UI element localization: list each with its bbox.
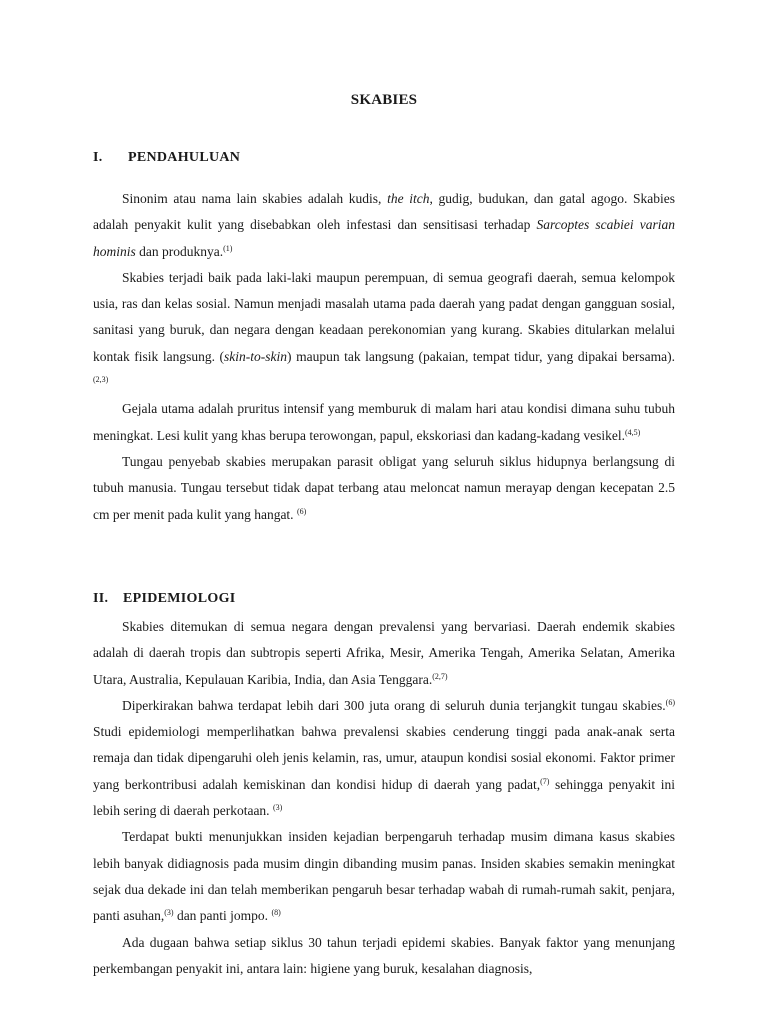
paragraph-text: Tungau penyebab skabies merupakan parasit obligat yang seluruh siklus hidupnya berlangsung di tubuh manusia. Tungau tersebut tidak dapat terbang atau meloncat namun merayap dengan kecepatan 2.5 cm per menit pada kulit yang hangat. [93,453,675,522]
paragraph-text: Ada dugaan bahwa setiap siklus 30 tahun terjadi epidemi skabies. Banyak faktor yang menunjang perkembangan penyakit ini, antara lain: higiene yang buruk, kesalahan diagnosis, [93,934,675,976]
paragraph [93,449,675,528]
citation-ref: (2,7) [432,671,448,681]
paragraph-text: Skabies ditemukan di semua negara dengan prevalensi yang bervariasi. Daerah endemik skabies adalah di daerah tropis dan subtropis seperti Afrika, Mesir, Amerika Tengah, Amerika Selatan, Amerika Utara, Australia, Kepulauan Karibia, India, dan Asia Tenggara. [93,619,675,687]
section-heading-pendahuluan [93,150,240,166]
paragraph-text: dan produknya. [135,243,224,259]
citation-ref: (3) [272,803,283,813]
section-title: EPIDEMIOLOGI [123,591,236,606]
paragraph-text: Skabies terjadi baik pada laki-laki maupun perempuan, di semua geografi daerah, semua kelompok usia, ras dan kelas sosial. Namun menjadi masalah utama pada daerah yang padat dengan gangguan sosial, sanitasi yang buruk, dan negara dengan keadaan perekonomian yang kurang. Skabies ditularkan melalui kontak fisik langsung. ( [93,269,675,364]
paragraph-text: Sinonim atau nama lain skabies adalah kudis, [122,191,388,206]
section-body-epidemiologi [93,614,675,982]
citation-ref: (1) [223,243,233,253]
paragraph-text: dan panti jompo. [173,908,272,924]
citation-ref: (7) [540,776,550,786]
section-number: II. [93,591,109,606]
citation-ref: (6) [665,697,675,707]
italic-term: skin-to-skin [224,348,288,364]
section-body-pendahuluan [93,186,675,528]
paragraph [93,614,675,693]
paragraph [93,824,675,929]
italic-term: the itch [387,191,430,206]
citation-ref: (4,5) [624,427,641,437]
paragraph [93,693,675,824]
paragraph-text: ) maupun tak langsung (pakaian, tempat tidur, yang dipakai bersama). [287,348,675,364]
section-title: PENDAHULUAN [128,150,241,165]
citation-ref: (6) [296,506,307,516]
document-title: SKABIES [350,92,418,108]
paragraph [93,930,675,983]
citation-ref: (8) [271,908,281,918]
paragraph [93,396,675,449]
italic-term: Sarcoptes scabiei varian hominis [93,217,675,259]
paragraph-text: Terdapat bukti menunjukkan insiden kejadian berpengaruh terhadap musim dimana kasus skabies lebih banyak didiagnosis pada musim dingin dibanding musim panas. Insiden skabies semakin meningkat sejak dua dekade ini dan telah memberikan pengaruh besar terhadap wabah di rumah-rumah sakit, penjara, panti asuhan, [93,829,675,924]
paragraph-text: Studi epidemiologi memperlihatkan bahwa prevalensi skabies cenderung tinggi pada anak-anak serta remaja dan tidak dipengaruhi oleh jenis kelamin, ras, umur, ataupun kondisi sosial ekonomi. Faktor primer yang berkontribusi adalah kemiskinan dan kondisi hidup di daerah yang padat, [93,724,675,792]
citation-ref: (2,3) [93,375,109,385]
paragraph-text: , gudig, budukan, dan gatal agogo. Skabies adalah penyakit kulit yang disebabkan oleh infestasi dan sensitisasi terhadap [93,191,675,233]
paragraph-text: Diperkirakan bahwa terdapat lebih dari 300 juta orang di seluruh dunia terjangkit tungau skabies. [122,697,666,713]
section-heading-epidemiologi [93,591,236,607]
paragraph-text: Gejala utama adalah pruritus intensif yang memburuk di malam hari atau kondisi dimana suhu tubuh meningkat. Lesi kulit yang khas berupa terowongan, papul, ekskoriasi dan kadang-kadang vesikel. [93,401,675,443]
citation-ref: (3) [164,908,174,918]
paragraph [93,265,675,396]
paragraph [93,186,675,265]
paragraph-text: sehingga penyakit ini lebih sering di daerah perkotaan. [93,776,675,819]
section-number: I. [93,150,103,165]
